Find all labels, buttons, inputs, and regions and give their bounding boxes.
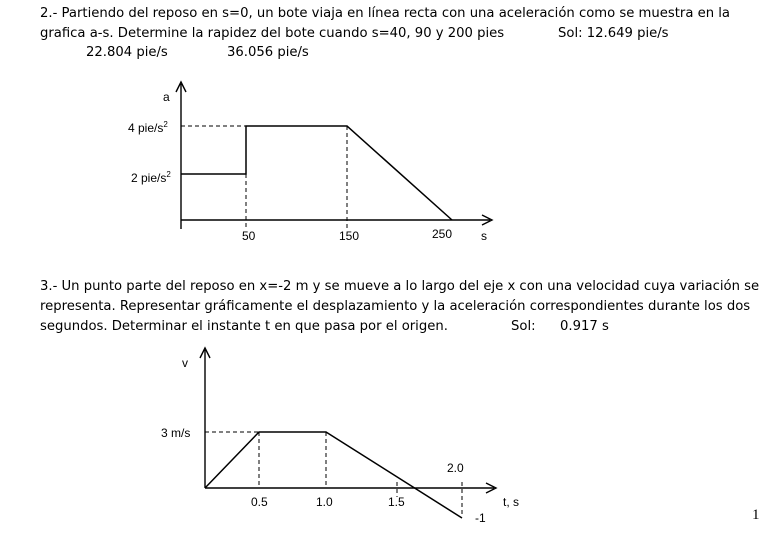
- graph2-y-tick-3: 3 m/s: [161, 426, 191, 440]
- graph2-x-label: t, s: [503, 495, 520, 509]
- problem-3-line-3: segundos. Determinar el instante t en que pasa por el origen.: [40, 319, 448, 334]
- graph1-x-tick-250: 250: [432, 227, 453, 241]
- problem-2-line-1: 2.- Partiendo del reposo en s=0, un bote viaja en línea recta con una aceleración como se muestra en la: [40, 6, 731, 21]
- problem-3-line-1: 3.- Un punto parte del reposo en x=-2 m y se mueve a lo largo del eje x con una velocidad cuya variación se: [40, 279, 760, 294]
- graph2-x-tick-05: 0.5: [251, 495, 268, 509]
- problem-3-line-2: representa. Representar gráficamente el desplazamiento y la aceleración correspondientes durante los dos: [40, 299, 751, 314]
- graph1-y-label: a: [163, 90, 170, 104]
- graph2-x-tick-10: 1.0: [316, 495, 333, 509]
- graph1-y-tick-2: 2 pie/$s^2$: [131, 170, 171, 185]
- graph2-label-neg1: -1: [475, 511, 486, 525]
- graph2-series-line: [205, 432, 462, 518]
- graph1-x-label: s: [481, 229, 487, 243]
- graph2-x-tick-15: 1.5: [388, 495, 405, 509]
- problem-2-line-2: grafica a-s. Determine la rapidez del bote cuando s=40, 90 y 200 pies: [40, 26, 505, 41]
- problem-2-solution-2: 22.804 pie/s: [86, 45, 168, 60]
- problem-2-solution-3: 36.056 pie/s: [227, 45, 309, 60]
- problem-3-solution-value: 0.917 s: [560, 319, 609, 334]
- problem-3-solution-label: Sol:: [511, 319, 536, 334]
- page-number: 1: [752, 507, 760, 523]
- problem-2-solution-1: Sol: 12.649 pie/s: [558, 26, 669, 41]
- graph1-x-tick-150: 150: [339, 229, 360, 243]
- graph1-y-tick-4: 4 pie/$s^2$: [128, 120, 168, 135]
- graph2-y-label: v: [182, 356, 188, 370]
- graph1-x-tick-50: 50: [242, 229, 256, 243]
- graph2-label-20: 2.0: [447, 461, 464, 475]
